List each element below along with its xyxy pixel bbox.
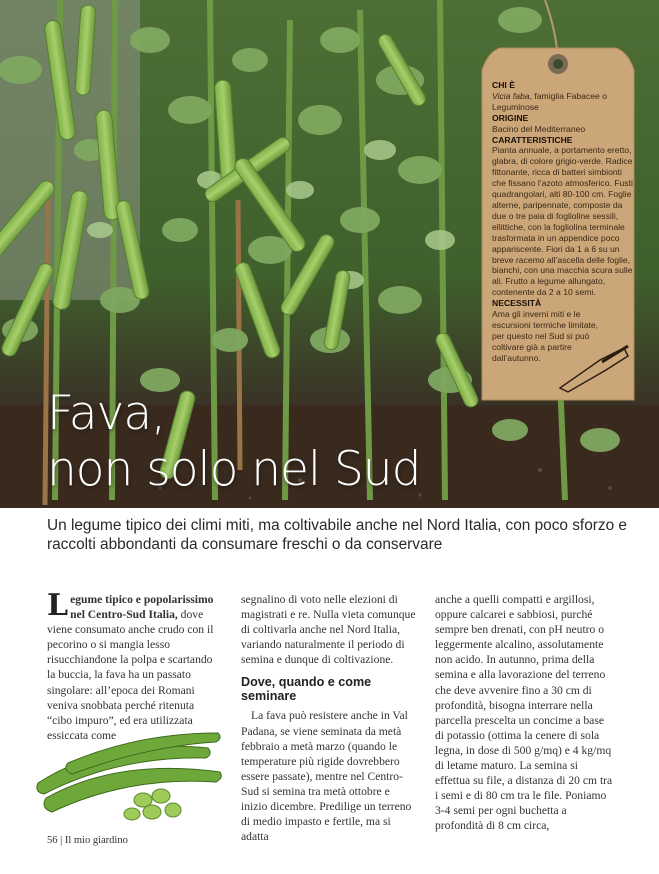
column-2-paragraph-1: segnalino di voto nelle elezioni di magistrati e re. Nulla vieta comunque di coltivarla anche nel Nord Italia, variando naturalmente il periodo di semina e dunque di coltivazione. <box>241 593 416 667</box>
tag-species-rest: , famiglia Fabacee o Leguminose <box>492 90 607 112</box>
tag-species-italic: Vicia faba <box>492 90 530 101</box>
page-footer: 56 | Il mio giardino <box>47 835 128 846</box>
section-heading: Dove, quando e come seminare <box>241 675 372 703</box>
title-line-2: non solo nel Sud <box>47 442 421 497</box>
intro-paragraph <box>47 588 222 743</box>
info-tag-text <box>492 80 634 364</box>
tag-heading-origine: ORIGINE <box>492 112 529 123</box>
tag-heading-chi: CHI È <box>492 80 515 90</box>
column-1 <box>47 588 222 743</box>
column-2 <box>241 592 416 844</box>
tag-characteristics: Pianta annuale, a portamento eretto, glabra, di colore grigio-verde. Radice fittonante, ricca di batteri simbionti che fissano l’azoto atmosferico. Fusti quadrangolari, alti 80-100 cm. Foglie alterne, paripennate, composte da due o tre paia di foglioline sessili, ellittiche, con la fogliolina terminale trasformata in un appendice poco appariscente. Fiori da 1 a 6 su un breve racemo all’ascella delle foglie, bianchi, con una macchia scura sulle ali. Frutto a legume allungato, contenente da 2 a 10 semi. <box>492 145 633 298</box>
tag-species <box>492 91 634 113</box>
tag-heading-caratteristiche: CARATTERISTICHE <box>492 134 573 145</box>
page-title <box>47 386 420 498</box>
tag-origin: Bacino del Mediterraneo <box>492 123 586 134</box>
tag-needs: Ama gli inverni miti e le escursioni termiche limitate, per questo nel Sud si può coltivare già a partire dall’autunno. <box>492 309 599 363</box>
column-3 <box>435 592 615 834</box>
fava-pods-image <box>28 728 228 823</box>
subtitle: Un legume tipico dei climi miti, ma coltivabile anche nel Nord Italia, con poco sforzo e raccolti abbondanti da consumare freschi o da conservare <box>47 517 627 553</box>
lead-text: egume tipico e popolarissimo nel Centro-Sud Italia, <box>70 593 214 622</box>
column-3-paragraph: anche a quelli compatti e argillosi, oppure calcarei e sabbiosi, purché sempre ben drenati, con pH neutro o leggermente alcalino, assolutamente non acido. In autunno, prima della semina e alla lavorazione del terreno che deve avvenire fino a 30 cm di profondità, bisogna interrare nella parcella prescelta un concime a base di potassio (ottima la cenere di sola legna, in dose di 500 g/mq) e 4 kg/mq di letame maturo. La semina si effettua su file, a distanza di 20 cm tra i semi e di 80 cm tra le file. Poniamo 3-4 semi per ogni buchetta a profondità di 8 cm circa, <box>435 593 613 833</box>
drop-cap: L <box>47 588 69 623</box>
intro-text: dove viene consumato anche crudo con il pecorino o si mangia lesso risucchiandone la polpa e scartando la buccia, la fava ha un passato singolare: all’epoca dei Romani veniva snobbata perché ritenuta “cibo impuro”, ed era utilizzata essiccata come <box>47 608 214 742</box>
title-line-1: Fava, <box>47 386 166 441</box>
tag-heading-necessita: NECESSITÀ <box>492 298 542 309</box>
column-2-paragraph-2: La fava può resistere anche in Val Padana, se viene seminata da metà febbraio a metà marzo (quando le temperature più rigide dovrebbero essere passate), mentre nel Centro-Sud si semina tra metà ottobre e inizio dicembre. Predilige un terreno di medio impasto e fertile, ma si adatta <box>241 709 412 844</box>
